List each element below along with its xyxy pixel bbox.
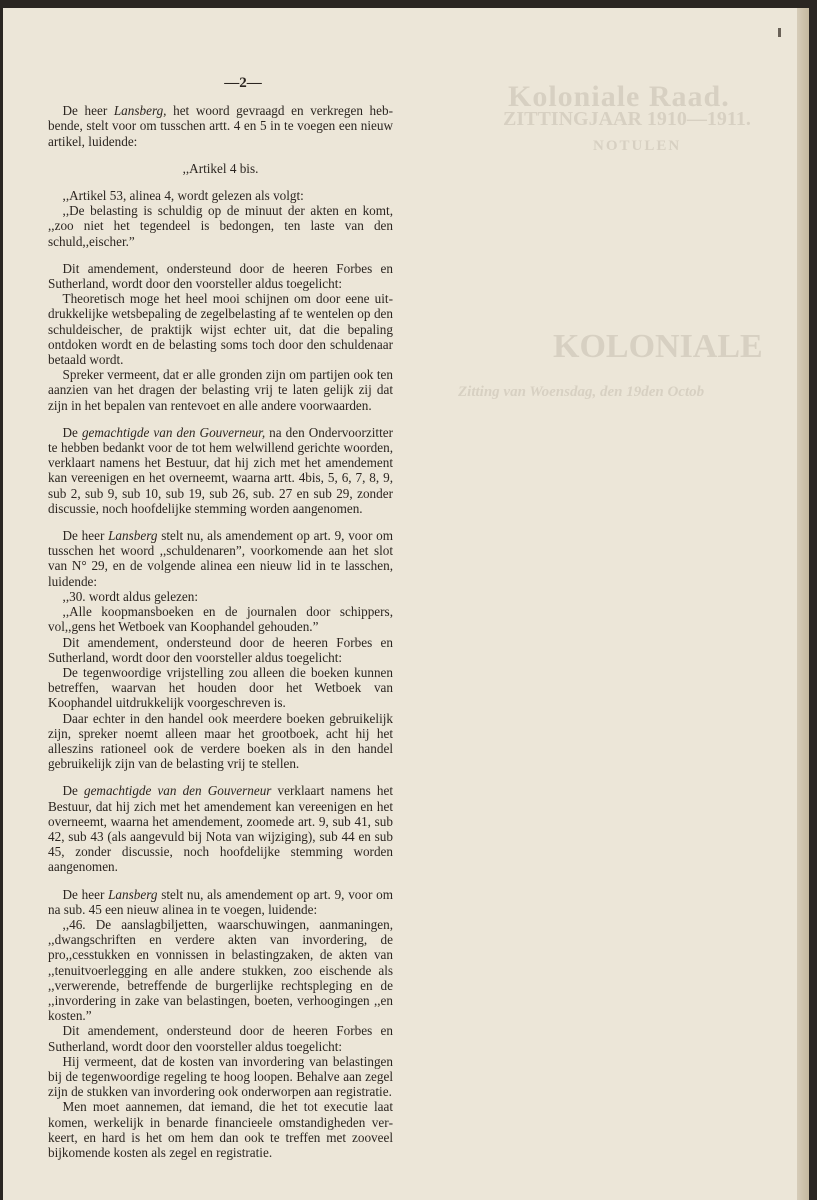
document-page xyxy=(3,8,809,1200)
paragraph-theoretisch: Theoretisch moge het heel mooi schijnen om door eene uitdrukkelijke wetsbepaling de zegelbelasting af te wentelen op den schuldeischer, de praktijk wijst echter uit, dat die bepaling ontdoken wordt en de belasting soms toch door den schuldenaar betaald wordt. xyxy=(48,291,393,368)
page-gutter xyxy=(797,8,809,1200)
text-column xyxy=(48,76,393,1160)
speaker-prefix: De xyxy=(62,424,82,440)
paragraph-grootboek: Daar echter in den handel ook meerdere boeken gebruikelijk zijn, spreker noemt alleen maar het grootboek, acht hij het alleszins rationeel ook de verdere boeken als in den handel gebruikelijk zijn van de belasting vrij te stellen. xyxy=(48,710,393,772)
paragraph-lansberg-motion-2 xyxy=(48,528,393,589)
paragraph-invordering-kosten: Hij vermeent, dat de kosten van invordering van belastingen bij de tegenwoordige regeling te hoog loopen. Behalve aan zegel zijn de stukken van invordering ook onderworpen aan registratie. xyxy=(48,1053,393,1100)
paragraph-executie: Men moet aannemen, dat iemand, die het tot executie laat komen, werkelijk in benarde financieele omstandigheden verkeert, en hard is het om hem dan ook te treffen met zooveel bijkomende kosten als zegel en registratie. xyxy=(48,1099,393,1160)
speaker-name: Lansberg xyxy=(108,528,158,544)
paragraph-gouverneur-1 xyxy=(48,425,393,516)
paragraph-amendment-support-2: Dit amendement, ondersteund door de heeren Forbes en Sutherland, wordt door den voorsteller aldus toegelicht: xyxy=(48,634,393,665)
speaker-prefix: De heer xyxy=(62,103,114,119)
speaker-prefix: De xyxy=(62,783,84,799)
page-corner-mark xyxy=(778,28,781,37)
speaker-prefix: De heer xyxy=(62,886,109,902)
quote-belasting: ,,De belasting is schuldig op de minuut der akten en komt, ,,zoo niet het tegendeel is bedongen, ten laste van den schuld,,eischer.” xyxy=(48,203,393,249)
bleed-through-title: Koloniale Raad. xyxy=(508,80,730,113)
bleed-through-zitting: Zitting van Woensdag, den 19den Octob xyxy=(458,384,705,400)
paragraph-text: na den Ondervoorzitter te hebben bedankt voor de tot hem welwillend gerichte woorden, verklaart namens het Bestuur, dat hij zich met het amendement kan vereenigen en het overneemt, waarna artt. 4bis, 5, 6, 7, 8, 9, sub 2, sub 9, sub 10, sub 19, sub 26, sub. 27 en sub 29, zonder discussie, noch hoofdelijke stemming worden aangenomen. xyxy=(48,424,393,516)
quote-46: ,,46. De aanslagbiljetten, waarschuwingen, aanmaningen, ,,dwangschriften en verdere akten van invordering, de pro,,cesstukken en vonnissen in belastingzaken, de akten van ,,tenuitvoerlegging en alle andere stukken, zoo eischende als ,,verwerende, betreffende de burgerlijke rechtspleging en de ,,invordering in zake van belastingen, boeten, verhoogingen ,,en kosten.” xyxy=(48,916,393,1024)
bleed-through-notulen: NOTULEN xyxy=(593,138,682,154)
speaker-name: gemachtigde van den Gouverneur xyxy=(83,783,272,799)
paragraph-lansberg-motion-1 xyxy=(48,103,393,149)
paragraph-text: stelt nu, als amendement op art. 9, voor om tusschen het woord ,,schuldenaren”, voorkomende aan het slot van N° 29, en de volgende alinea een nieuw lid in te lasschen, luidende: xyxy=(48,528,393,589)
bleed-through-heading: KOLONIALE xyxy=(553,328,763,365)
speaker-name: Lansberg, xyxy=(113,103,167,119)
paragraph-text: het woord gevraagd en verkregen hebbende, stelt voor om tusschen artt. 4 en 5 in te voegen een nieuw artikel, luidende: xyxy=(48,103,393,149)
quote-article-53: ,,Artikel 53, alinea 4, wordt gelezen als volgt: xyxy=(62,188,304,204)
quote-30: ,,30. wordt aldus gelezen: xyxy=(62,588,199,604)
bleed-through-session: ZITTINGJAAR 1910—1911. xyxy=(503,108,751,130)
paragraph-spreker: Spreker vermeent, dat er alle gronden zijn om partijen ook ten aanzien van het dragen der belasting vrij te laten gelijk zij dat zijn in het bepalen van rentevoet en alle andere voorwaarden. xyxy=(48,367,393,413)
paragraph-vrijstelling: De tegenwoordige vrijstelling zou alleen die boeken kunnen betreffen, waarvan het houden door het Wetboek van Koophandel uitdrukkelijk voorgeschreven is. xyxy=(48,664,393,711)
speaker-name: gemachtigde van den Gouverneur, xyxy=(81,424,266,440)
quote-koopmansboeken: ,,Alle koopmansboeken en de journalen door schippers, vol,,gens het Wetboek van Koophandel gehouden.” xyxy=(48,604,393,635)
page-number: —2— xyxy=(224,75,262,91)
paragraph-text: stelt nu, als amendement op art. 9, voor om na sub. 45 een nieuw alinea in te voegen, luidende: xyxy=(48,886,393,917)
paragraph-amendment-support-3: Dit amendement, ondersteund door de heeren Forbes en Sutherland, wordt door den voorsteller aldus toegelicht: xyxy=(48,1023,393,1054)
paragraph-lansberg-motion-3 xyxy=(48,887,393,917)
paragraph-amendment-support-1: Dit amendement, ondersteund door de heeren Forbes en Sutherland, wordt door den voorsteller aldus toegelicht: xyxy=(48,260,393,292)
paragraph-text: verklaart namens het Bestuur, dat hij zich met het amendement kan vereenigen en het overneemt, waarna het amendement, zoomede art. 9, sub 41, sub 42, sub 43 (als aangevuld bij Nota van wijziging), sub 44 en sub 45, zonder discussie, noch hoofdelijke stemming worden aangenomen. xyxy=(48,783,393,875)
paragraph-gouverneur-2 xyxy=(48,783,393,874)
speaker-name: Lansberg xyxy=(108,886,158,902)
speaker-prefix: De heer xyxy=(62,528,109,544)
article-heading: ,,Artikel 4 bis. xyxy=(182,160,259,176)
